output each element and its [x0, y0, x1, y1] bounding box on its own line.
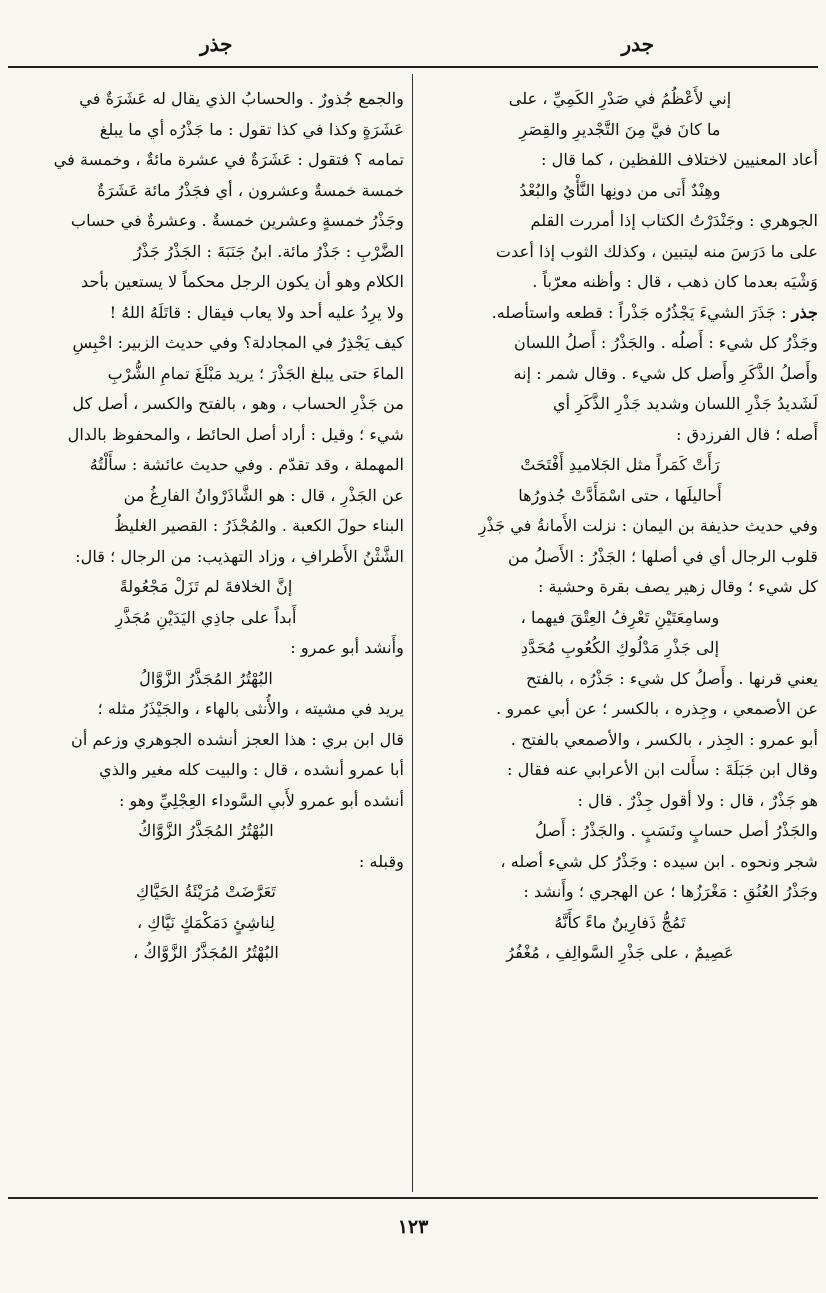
- text-line: الجوهري : وجَنْدَرْتُ الكتاب إذا أمررت القلم: [530, 211, 818, 230]
- column-divider: [412, 74, 413, 1192]
- text-line: وجَذْرُ كل شيء : أَصلُه . والجَذْرُ : أَصلُ اللسان: [514, 333, 818, 352]
- text-line: أبا عمرو أنشده ، قال : والبيت كله مغير والذي: [99, 760, 404, 779]
- verse-line: إلى جَذْرِ مَدْلُوكِ الكُعُوبِ مُحَدَّدِ: [520, 638, 720, 657]
- right-column: [422, 84, 818, 969]
- verse-line: إنَّ الخلافةَ لم تَزَلْ مَجْعُولةً: [119, 577, 293, 596]
- verse-line: تَمُجُّ ذَفارِينٌ ماءً كأَنَّهُ: [554, 912, 686, 932]
- text-line: يريد في مشيته ، والأُنثى بالهاء ، والجَيْذَرُ مثله ؛: [97, 699, 404, 718]
- text-line: عن الأصمعي ، وجِذره ، بالكسر ؛ عن أبي عمرو .: [496, 699, 818, 718]
- text-line: أنشده أبو عمرو لأَبي السَّوداء العِجْلِيِّ وهو :: [118, 790, 404, 810]
- text-line: الماءَ حتى يبلغ الجَذْرَ ؛ يريد مَبْلَغَ تمامِ الشُّرْبِ: [107, 363, 404, 383]
- text-line: البناء حولَ الكعبة . والمُجْذَرُ : القصير الغليظُ: [114, 516, 404, 535]
- verse-line: البُهْتُرُ المُجَذَّرُ الزَّوَّاكُ: [138, 821, 274, 840]
- text-line: أبو عمرو : الجِذر ، بالكسر ، والأصمعي بالفتح .: [510, 729, 818, 749]
- verse-line: وهِنْدٌ أَتى من دونِها النَّأْيُ والبُعْدُ: [519, 180, 721, 200]
- left-column: [8, 84, 404, 969]
- text-line: وقال ابن جَبَلَةَ : سأَلت ابن الأعرابي عنه فقال :: [506, 760, 818, 779]
- text-line: على ما دَرَسَ منه ليتبين ، وكذلك الثوب إذا أعدت: [495, 241, 818, 261]
- verse-line: وسامِعَتَيْنِ تَعْرِفُ العِتْقَ فيهما ،: [520, 607, 720, 627]
- text-line: وقبله :: [358, 851, 404, 871]
- text-line: وأَصلُ الذَّكَرِ وأَصل كل شيء . وقال شمر : إنه: [513, 363, 818, 383]
- verse-line: إني لأَعْظُمُ في صَدْرِ الكَمِيِّ ، على: [508, 89, 732, 108]
- text-line: عَشَرَةٍ وكذا في كذا تقول : ما جَذْرُه أي ما يبلغ: [99, 119, 404, 139]
- text-line: المهملة ، وقد تقدّم . وفي حديث عائشة : سأَلْتُهُ: [89, 455, 404, 474]
- text-line: من جَذْرِ الحساب ، وهو ، بالفتح والكسر ، أصل كل: [72, 394, 404, 413]
- running-header-left: جذر: [200, 32, 233, 56]
- text-line: أَصله ؛ قال الفرزدق :: [675, 424, 818, 444]
- text-line: كيف يَجْذِرُ في المجادلة؟ وفي حديث الزبير: احْبِسِ: [72, 333, 404, 352]
- text-line: هو جَذْرٌ ، قال : ولا أقول جِذْرٌ . قال :: [577, 790, 818, 810]
- text-line: عن الجَذْرِ ، قال : هو الشَّاذَرْوانُ الفارِغُ من: [123, 485, 404, 505]
- text-line: الضَّرْبِ : جَذْرُ مائة. ابنُ جَنَبَةَ : الجَذْرُ جَذْرُ: [133, 241, 404, 261]
- text-line: والجَذْرُ أصل حسابٍ ونَسَبٍ . والجَذْرُ : أَصلُ: [535, 821, 818, 840]
- verse-line: أَحاليلَها ، حتى اسْمَأَدَّتْ جُذورُها: [518, 485, 722, 505]
- headword: جذر: [791, 302, 818, 322]
- verse-line: أَبداً على جاذِي اليَدَيْنِ مُجَذَّرِ: [115, 607, 297, 627]
- text-line: والجمع جُذورٌ . والحسابُ الذي يقال له عَشَرَةٌ في: [79, 89, 404, 108]
- text-line: وأَنشد أبو عمرو :: [290, 638, 404, 657]
- text-line: أعاد المعنيين لاختلاف اللفظين ، كما قال :: [540, 150, 818, 169]
- text-line: تمامه ؟ فتقول : عَشَرَةٌ في عشرة مائةٌ ، وخمسة في: [53, 150, 404, 169]
- page-number: ١٢٣: [397, 1216, 429, 1238]
- verse-line: البُهْتُرُ المُجَذَّرُ الزَّوَّاكُ ،: [133, 943, 279, 962]
- text-line: ولا يرِدُ عليه أحد ولا يعاب فيقال : قاتَلَهُ اللهُ !: [109, 302, 404, 322]
- text-line: وجَذْرُ العُنُقِ : مَغْرَزُها ؛ عن الهجري ؛ وأَنشد :: [523, 882, 818, 901]
- text-line: لَشَديدُ جَذْرِ اللسان وشديد جَذْرِ الذَّكَرِ أي: [552, 394, 818, 413]
- text-line: شيء ؛ وقيل : أراد أصل الحائط ، والمحفوظ بالدال: [67, 424, 404, 444]
- text-line: كل شيء ؛ وقال زهير يصف بقرة وحشية :: [537, 577, 818, 596]
- top-rule: [8, 66, 818, 68]
- text-line: الشَّثْنُ الأَطرافِ ، وزاد التهذيب: من الرجال ؛ قال:: [75, 546, 404, 566]
- text-line: قلوب الرجال أي في أصلها ؛ الجَذْرُ : الأَصلُ من: [508, 546, 818, 566]
- text-line: خمسة خمسةٌ وعشرون ، أي فجَذْرُ مائة عَشَرَةٌ: [97, 180, 404, 200]
- text-line: الكلام وهو أن يكون الرجل محكماً لا يستعين بأحد: [80, 272, 404, 291]
- verse-line: ما كانَ فيَّ مِنَ التَّجْديرِ والقِصَرِ: [519, 119, 721, 139]
- verse-line: رَأَتْ كَمَراً مثل الجَلاميدِ أَفْتَحَتْ: [520, 455, 720, 474]
- text-line: وَشْيَه بعدما كان ذهب ، قال : وأظنه معرّباً .: [532, 272, 818, 291]
- text-line: شجر ونحوه . ابن سيده : وجَذْرُ كل شيء أصله ،: [500, 851, 818, 871]
- verse-line: تَعَرَّضَتْ مُرَيْئَةُ الحَيَّاكِ: [136, 882, 276, 901]
- bottom-rule: [8, 1197, 818, 1199]
- text-line: وفي حديث حذيفة بن اليمان : نزلت الأَمانةُ في جَذْرِ: [478, 516, 818, 535]
- verse-line: البُهْتُرُ المُجَذَّرُ الزَّوَّالُ: [139, 668, 273, 688]
- verse-line: لِناشِئٍ دَمَكْمَكٍ نَيَّاكِ ،: [137, 912, 275, 932]
- text-line: يعني قرنها . وأَصلُ كل شيء : جَذْرُه ، بالفتح: [525, 668, 818, 688]
- running-header-right: جدر: [621, 32, 654, 56]
- verse-line: عَصِيمٌ ، على جَذْرِ السَّوالِفِ ، مُغْفُرُ: [506, 943, 734, 962]
- text-line: وجَذْرُ خمسةٍ وعشرين خمسةٌ . وعشرةٌ في حساب: [70, 211, 404, 230]
- text-line: جذر : جَذَرَ الشيءَ يَجْذُرُه جَذْراً : قطعه واستأصله.: [491, 302, 818, 322]
- text-line: قال ابن بري : هذا العجز أنشده الجوهري وزعم أن: [70, 729, 404, 749]
